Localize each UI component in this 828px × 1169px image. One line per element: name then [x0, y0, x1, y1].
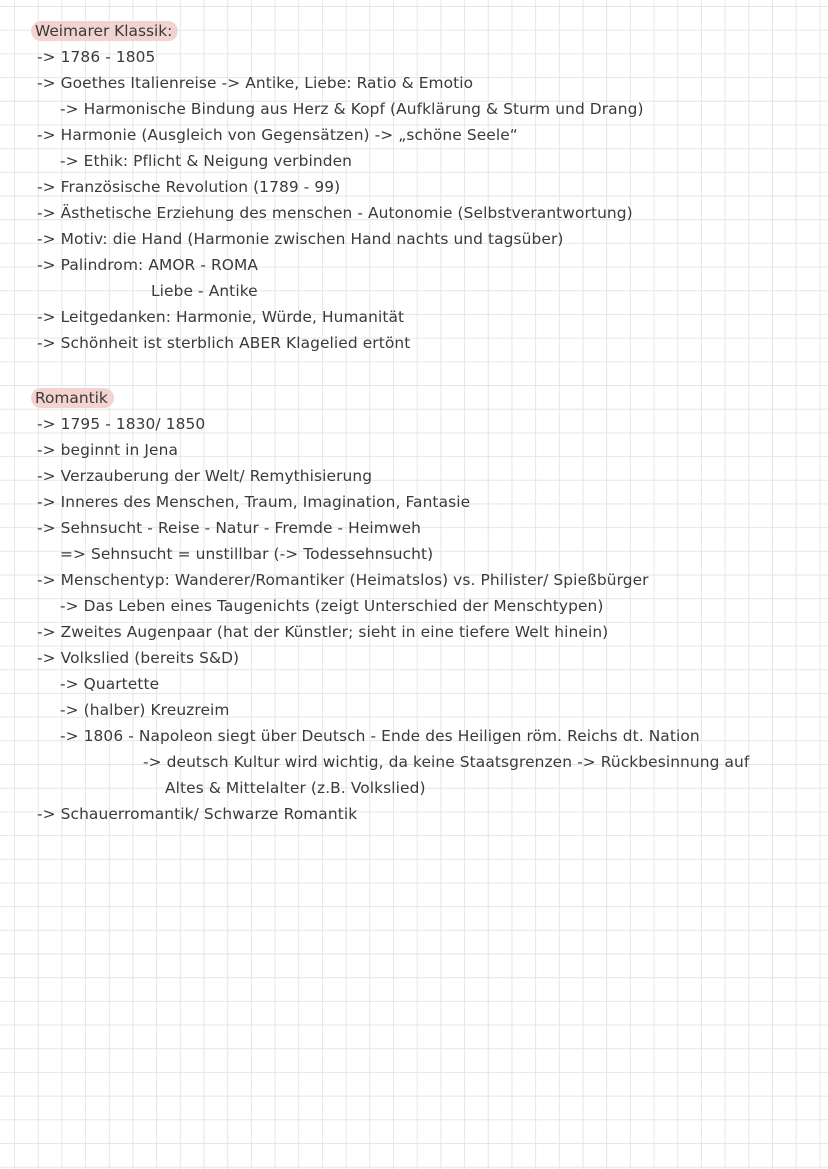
section-heading-weimarer-klassik: Weimarer Klassik:	[31, 21, 178, 41]
note-line: -> Ästhetische Erziehung des menschen - Autonomie (Selbstverantwortung)	[37, 204, 633, 222]
note-line: -> Schauerromantik/ Schwarze Romantik	[37, 805, 358, 823]
note-line: -> Quartette	[60, 675, 160, 693]
note-line: -> Inneres des Menschen, Traum, Imagination, Fantasie	[37, 493, 471, 511]
section-heading-romantik: Romantik	[31, 388, 114, 408]
note-line: -> 1795 - 1830/ 1850	[37, 415, 206, 433]
note-line: -> Verzauberung der Welt/ Remythisierung	[37, 467, 373, 485]
note-line: -> 1806 - Napoleon siegt über Deutsch - Ende des Heiligen röm. Reichs dt. Nation	[60, 727, 700, 745]
note-line: -> Sehnsucht - Reise - Natur - Fremde - Heimweh	[37, 519, 422, 537]
note-line: -> Harmonische Bindung aus Herz & Kopf (Aufklärung & Sturm und Drang)	[60, 100, 644, 118]
note-line: -> deutsch Kultur wird wichtig, da keine Staatsgrenzen -> Rückbesinnung auf	[143, 753, 750, 771]
note-line: -> 1786 - 1805	[37, 48, 156, 66]
note-line: Liebe - Antike	[151, 282, 258, 300]
note-line: -> Leitgedanken: Harmonie, Würde, Humanität	[37, 308, 405, 326]
note-line: -> Das Leben eines Taugenichts (zeigt Unterschied der Menschtypen)	[60, 597, 604, 615]
note-line: -> Menschentyp: Wanderer/Romantiker (Heimatslos) vs. Philister/ Spießbürger	[37, 571, 649, 589]
note-line: Altes & Mittelalter (z.B. Volkslied)	[165, 779, 426, 797]
note-line: -> beginnt in Jena	[37, 441, 178, 459]
note-line: -> Ethik: Pflicht & Neigung verbinden	[60, 152, 353, 170]
note-line: -> Zweites Augenpaar (hat der Künstler; sieht in eine tiefere Welt hinein)	[37, 623, 609, 641]
note-line: -> (halber) Kreuzreim	[60, 701, 230, 719]
note-line: -> Harmonie (Ausgleich von Gegensätzen) -> „schöne Seele“	[37, 126, 518, 144]
note-line: -> Französische Revolution (1789 - 99)	[37, 178, 341, 196]
note-line: -> Motiv: die Hand (Harmonie zwischen Hand nachts und tagsüber)	[37, 230, 564, 248]
note-line: -> Goethes Italienreise -> Antike, Liebe: Ratio & Emotio	[37, 74, 474, 92]
note-line: => Sehnsucht = unstillbar (-> Todessehnsucht)	[60, 545, 434, 563]
note-line: -> Schönheit ist sterblich ABER Klagelied ertönt	[37, 334, 411, 352]
note-line: -> Volkslied (bereits S&D)	[37, 649, 240, 667]
note-line: -> Palindrom: AMOR - ROMA	[37, 256, 258, 274]
